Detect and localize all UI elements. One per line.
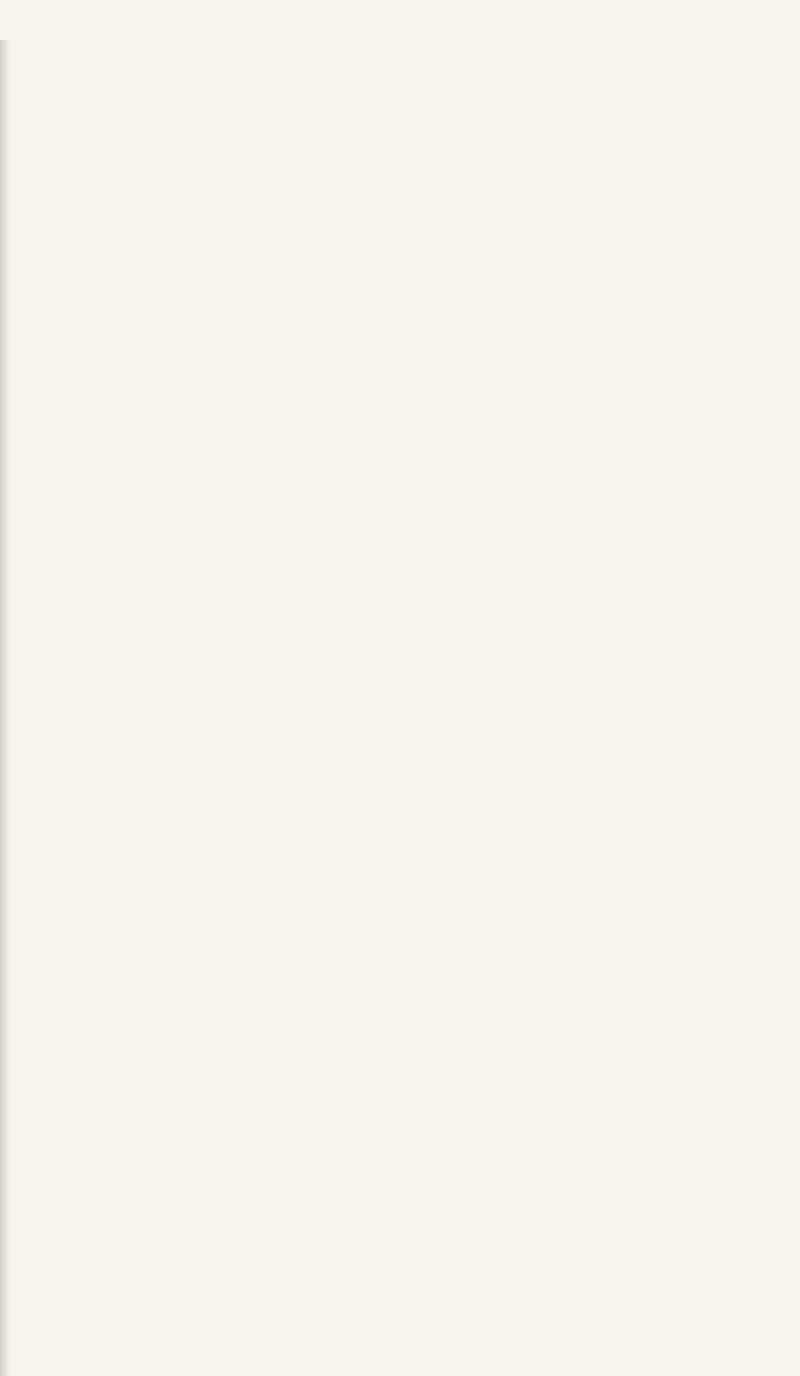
- running-head: [100, 74, 762, 104]
- page-spine-shadow: [0, 40, 10, 1376]
